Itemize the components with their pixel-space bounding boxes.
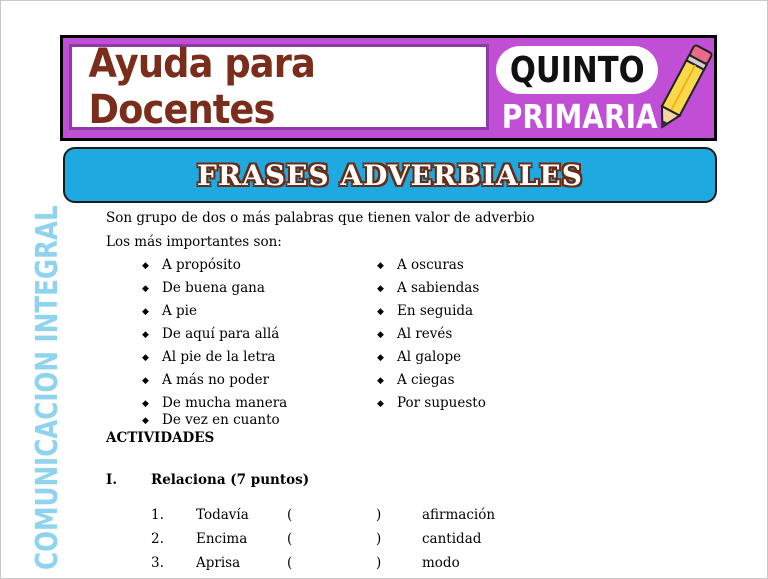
list-item: De vez en cuanto	[162, 412, 280, 428]
section-title: Relaciona (7 puntos)	[151, 472, 310, 488]
header-banner	[60, 35, 717, 141]
bullet-icon: ◆	[377, 376, 384, 386]
intro-list-label: Los más importantes son:	[106, 234, 282, 250]
list-item: A pie	[162, 303, 197, 319]
list-item: Al pie de la letra	[162, 349, 276, 365]
title-box	[69, 41, 489, 133]
side-label-text: COMUNICACION INTEGRAL	[29, 205, 65, 571]
subject-bar	[63, 147, 717, 203]
list-item: A ciegas	[397, 372, 455, 388]
row-word: Aprisa	[196, 555, 241, 571]
section-number: I.	[106, 472, 118, 488]
row-paren-close: )	[376, 531, 382, 547]
bullet-icon: ◆	[142, 307, 149, 317]
row-match: afirmación	[422, 507, 496, 523]
grade-level	[502, 96, 658, 136]
row-paren-open: (	[287, 555, 293, 571]
row-number: 3.	[151, 555, 164, 571]
bullet-icon: ◆	[377, 353, 384, 363]
site-title: Ayuda para Docentes	[88, 41, 315, 133]
intro-definition: Son grupo de dos o más palabras que tienen valor de adverbio	[106, 210, 535, 226]
list-item: A oscuras	[397, 257, 464, 273]
bullet-icon: ◆	[142, 416, 149, 426]
row-number: 1.	[151, 507, 164, 523]
list-item: A propósito	[162, 257, 241, 273]
row-word: Todavía	[196, 507, 249, 523]
row-paren-open: (	[287, 507, 293, 523]
list-item: En seguida	[397, 303, 474, 319]
side-label	[27, 205, 67, 571]
pencil-icon	[653, 40, 713, 136]
bullet-icon: ◆	[377, 307, 384, 317]
banner-background	[63, 38, 714, 138]
bullet-icon: ◆	[142, 284, 149, 294]
list-item: De aquí para allá	[162, 326, 280, 342]
activities-heading: ACTIVIDADES	[106, 430, 215, 446]
bullet-icon: ◆	[142, 399, 149, 409]
list-item: Al revés	[397, 326, 453, 342]
bullet-icon: ◆	[377, 399, 384, 409]
row-match: modo	[422, 555, 460, 571]
bullet-icon: ◆	[377, 284, 384, 294]
bullet-icon: ◆	[377, 330, 384, 340]
list-item: De buena gana	[162, 280, 265, 296]
bullet-icon: ◆	[142, 353, 149, 363]
bullet-icon: ◆	[142, 376, 149, 386]
row-paren-open: (	[287, 531, 293, 547]
row-paren-close: )	[376, 555, 382, 571]
bullet-icon: ◆	[142, 330, 149, 340]
list-item: Al galope	[397, 349, 462, 365]
list-item: Por supuesto	[397, 395, 486, 411]
grade-line2: PRIMARIA	[502, 96, 658, 136]
bullet-icon: ◆	[377, 261, 384, 271]
subject-title: FRASES ADVERBIALES	[197, 158, 583, 192]
bullet-icon: ◆	[142, 261, 149, 271]
list-item: A más no poder	[162, 372, 270, 388]
row-word: Encima	[196, 531, 248, 547]
row-match: cantidad	[422, 531, 482, 547]
list-item: De mucha manera	[162, 395, 288, 411]
grade-badge	[496, 46, 658, 94]
row-number: 2.	[151, 531, 164, 547]
grade-line1: QUINTO	[509, 49, 645, 91]
row-paren-close: )	[376, 507, 382, 523]
list-item: A sabiendas	[397, 280, 480, 296]
